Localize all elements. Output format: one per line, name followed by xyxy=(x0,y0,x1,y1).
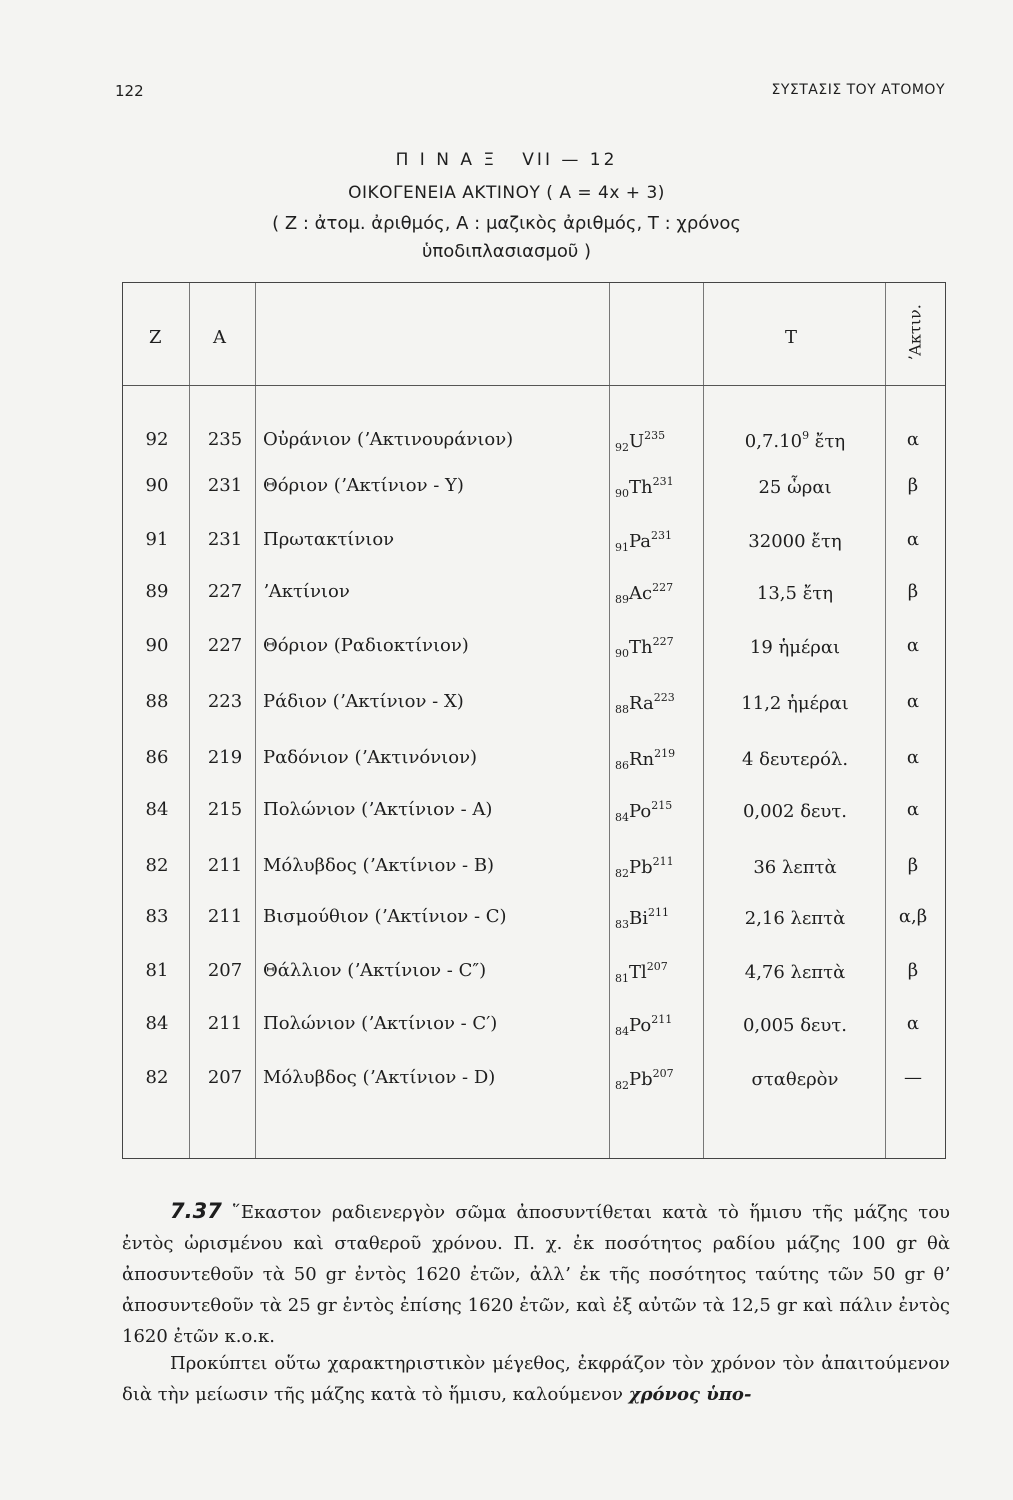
cell-mass-number: 223 xyxy=(207,691,243,712)
half-life-value: 11,2 ἡμέραι xyxy=(741,693,849,714)
cell-atomic-number: 84 xyxy=(145,799,169,820)
cell-element-name: Μόλυβδος (ʼΑκτίνιον - D) xyxy=(263,1067,496,1088)
running-head: ΣΥΣΤΑΣΙΣ ΤΟΥ ΑΤΟΜΟΥ xyxy=(771,82,945,98)
symbol: Rn xyxy=(629,749,655,770)
cell-mass-number: 211 xyxy=(207,1013,243,1034)
cell-half-life xyxy=(705,960,885,983)
cell-element-name: Θόριον (Ραδιοκτίνιον) xyxy=(263,635,469,656)
table-row xyxy=(123,627,947,667)
cell-atomic-number: 81 xyxy=(145,960,169,981)
cell-atomic-number: 82 xyxy=(145,855,169,876)
cell-half-life xyxy=(705,799,885,822)
cell-atomic-number: 84 xyxy=(145,1013,169,1034)
symbol: Pb xyxy=(629,1069,653,1090)
table-row xyxy=(123,683,947,723)
cell-radiation: β xyxy=(907,960,919,981)
cell-mass-number: 231 xyxy=(207,529,243,550)
header-t: T xyxy=(785,327,798,348)
table-row xyxy=(123,791,947,831)
cell-element-name: Οὐράνιον (ʼΑκτινουράνιον) xyxy=(263,429,514,450)
symbol-mass-number: 211 xyxy=(651,1013,673,1026)
half-life-value: σταθερὸν xyxy=(751,1069,839,1090)
cell-half-life xyxy=(705,855,885,878)
table-row xyxy=(123,1059,947,1099)
cell-mass-number: 219 xyxy=(207,747,243,768)
half-life-value: 0,7.10 xyxy=(744,431,803,452)
cell-atomic-number: 88 xyxy=(145,691,169,712)
half-life-value: 19 ἡμέραι xyxy=(749,637,841,658)
cell-radiation: α xyxy=(906,529,920,550)
cell-mass-number: 227 xyxy=(207,635,243,656)
header-radiation: ʼΑκτιν. xyxy=(905,304,925,361)
cell-radiation: α xyxy=(906,691,920,712)
cell-element-name: Πολώνιον (ʼΑκτίνιον - A) xyxy=(263,799,493,820)
cell-element-name: Ράδιον (ʼΑκτίνιον - Χ) xyxy=(263,691,464,712)
cell-radiation: α xyxy=(906,799,920,820)
symbol: Bi xyxy=(629,908,648,929)
table-row xyxy=(123,421,947,461)
paragraph-half-life xyxy=(122,1348,950,1410)
symbol-mass-number: 219 xyxy=(654,747,676,760)
table-legend-cont: ὑποδιπλασιασμοῦ ) xyxy=(421,241,592,262)
symbol-atomic-number: 91 xyxy=(615,541,629,554)
paragraph-text: ῞Εκαστον ραδιενεργὸν σῶμα ἀποσυντίθεται κατὰ τὸ ἥμισυ τῆς μάζης του ἐντὸς ὡρισμένου καὶ σταθεροῦ χρόνου. Π. χ. ἐκ ποσότητος ραδίου μάζης 100 gr θὰ ἀποσυντεθοῦν τὰ 50 gr ἐντὸς 1620 ἐτῶν, ἀλλʼ ἐκ τῆς ποσότητος ταύτης τῶν 50 gr θʼ ἀποσυντεθοῦν τὰ 25 gr ἐντὸς ἐπίσης 1620 ἐτῶν, καὶ ἐξ αὐτῶν τὰ 12,5 gr καὶ πάλιν ἐντὸς 1620 ἐτῶν κ.ο.κ. xyxy=(122,1202,950,1347)
cell-mass-number: 227 xyxy=(207,581,243,602)
cell-radiation: α xyxy=(906,1013,920,1034)
cell-mass-number: 235 xyxy=(207,429,243,450)
actinium-series-table xyxy=(122,282,946,1159)
cell-atomic-number: 91 xyxy=(145,529,169,550)
half-life-value: 0,005 δευτ. xyxy=(742,1015,848,1036)
symbol-atomic-number: 84 xyxy=(615,811,629,824)
symbol-mass-number: 235 xyxy=(644,429,666,442)
cell-half-life xyxy=(705,529,885,552)
symbol: Ac xyxy=(629,583,653,604)
cell-half-life xyxy=(705,906,885,929)
table-row xyxy=(123,521,947,561)
cell-half-life xyxy=(705,581,885,604)
half-life-value: 36 λεπτὰ xyxy=(753,857,837,878)
half-life-value: 4,76 λεπτὰ xyxy=(744,962,846,983)
symbol-atomic-number: 86 xyxy=(615,759,629,772)
cell-radiation: α xyxy=(906,747,920,768)
cell-radiation: α,β xyxy=(898,906,928,927)
symbol: Po xyxy=(629,1015,652,1036)
cell-element-name: Θόριον (ʼΑκτίνιον - Y) xyxy=(263,475,464,496)
cell-element-name: Μόλυβδος (ʼΑκτίνιον - B) xyxy=(263,855,495,876)
cell-element-name: Θάλλιον (ʼΑκτίνιον - C″) xyxy=(263,960,487,981)
symbol-atomic-number: 90 xyxy=(615,647,629,660)
table-legend: ( Z : ἀτομ. ἀριθμός, Α : μαζικὸς ἀριθμός, Τ : χρόνος xyxy=(272,213,741,234)
cell-half-life xyxy=(705,475,885,498)
header-z: Z xyxy=(149,327,162,348)
symbol-mass-number: 231 xyxy=(652,475,674,488)
table-row xyxy=(123,952,947,992)
table-row xyxy=(123,847,947,887)
symbol: Ra xyxy=(629,693,654,714)
symbol-atomic-number: 82 xyxy=(615,867,629,880)
table-number: Π Ι Ν Α Ξ VII — 12 xyxy=(395,150,618,170)
cell-half-life xyxy=(705,635,885,658)
symbol: Tl xyxy=(629,962,647,983)
table-row xyxy=(123,573,947,613)
half-life-value: 4 δευτερόλ. xyxy=(741,749,849,770)
symbol-atomic-number: 89 xyxy=(615,593,629,606)
symbol-mass-number: 215 xyxy=(651,799,673,812)
header-a: A xyxy=(213,327,226,348)
header-divider xyxy=(123,385,945,386)
cell-element-name: Πρωτακτίνιον xyxy=(263,529,395,550)
table-title: ΟΙΚΟΓΕΝΕΙΑ ΑΚΤΙΝΟΥ ( Α = 4x + 3) xyxy=(348,183,665,203)
cell-half-life xyxy=(705,691,885,714)
table-row xyxy=(123,898,947,938)
cell-atomic-number: 89 xyxy=(145,581,169,602)
symbol-mass-number: 211 xyxy=(647,906,669,919)
cell-element-name: Βισμούθιον (ʼΑκτίνιον - C) xyxy=(263,906,507,927)
cell-half-life xyxy=(705,429,885,452)
symbol-atomic-number: 81 xyxy=(615,972,629,985)
cell-half-life xyxy=(705,1067,885,1090)
half-life-exponent: 9 xyxy=(802,429,810,442)
cell-radiation: β xyxy=(907,475,919,496)
cell-half-life xyxy=(705,747,885,770)
cell-mass-number: 207 xyxy=(207,1067,243,1088)
table-row xyxy=(123,739,947,779)
symbol-mass-number: 211 xyxy=(652,855,674,868)
page-number: 122 xyxy=(115,82,144,100)
paragraph-text: Προκύπτει οὕτω χαρακτηριστικὸν μέγεθος, ἐκφράζον τὸν χρόνον τὸν ἀπαιτούμενον διὰ τὴν μείωσιν τῆς μάζης κατὰ τὸ ἥμισυ, καλούμενον xyxy=(122,1353,950,1405)
cell-radiation: β xyxy=(907,855,919,876)
symbol-atomic-number: 90 xyxy=(615,487,629,500)
half-life-value: 25 ὧραι xyxy=(758,477,832,498)
cell-mass-number: 211 xyxy=(207,855,243,876)
symbol-mass-number: 223 xyxy=(653,691,675,704)
symbol: Th xyxy=(629,637,653,658)
symbol-mass-number: 207 xyxy=(646,960,668,973)
cell-atomic-number: 92 xyxy=(145,429,169,450)
symbol-mass-number: 227 xyxy=(652,635,674,648)
symbol-atomic-number: 82 xyxy=(615,1079,629,1092)
cell-radiation: β xyxy=(907,581,919,602)
cell-element-name: Ραδόνιον (ʼΑκτινόνιον) xyxy=(263,747,478,768)
symbol-atomic-number: 92 xyxy=(615,441,629,454)
cell-half-life xyxy=(705,1013,885,1036)
cell-mass-number: 231 xyxy=(207,475,243,496)
term-half-life: χρόνος ὑπο- xyxy=(628,1384,752,1405)
cell-atomic-number: 82 xyxy=(145,1067,169,1088)
cell-mass-number: 211 xyxy=(207,906,243,927)
cell-atomic-number: 83 xyxy=(145,906,169,927)
symbol: Th xyxy=(629,477,653,498)
cell-mass-number: 215 xyxy=(207,799,243,820)
symbol-atomic-number: 83 xyxy=(615,918,629,931)
symbol-atomic-number: 84 xyxy=(615,1025,629,1038)
half-life-unit: ἔτη xyxy=(809,431,846,452)
half-life-value: 0,002 δευτ. xyxy=(742,801,848,822)
table-row xyxy=(123,1005,947,1045)
cell-atomic-number: 86 xyxy=(145,747,169,768)
table-row xyxy=(123,467,947,507)
symbol-mass-number: 231 xyxy=(651,529,673,542)
paragraph-7-37 xyxy=(122,1196,950,1352)
cell-radiation: α xyxy=(906,635,920,656)
cell-element-name: Πολώνιον (ʼΑκτίνιον - C′) xyxy=(263,1013,498,1034)
half-life-value: 32000 ἔτη xyxy=(748,531,842,552)
symbol-atomic-number: 88 xyxy=(615,703,629,716)
cell-element-name: ʼΑκτίνιον xyxy=(263,581,350,602)
symbol: U xyxy=(629,431,645,452)
half-life-value: 13,5 ἔτη xyxy=(756,583,834,604)
symbol-mass-number: 207 xyxy=(652,1067,674,1080)
cell-radiation: α xyxy=(906,429,920,450)
half-life-value: 2,16 λεπτὰ xyxy=(744,908,846,929)
section-number: 7.37 xyxy=(170,1199,222,1223)
symbol: Pb xyxy=(629,857,653,878)
symbol: Pa xyxy=(629,531,652,552)
cell-atomic-number: 90 xyxy=(145,475,169,496)
cell-mass-number: 207 xyxy=(207,960,243,981)
cell-atomic-number: 90 xyxy=(145,635,169,656)
cell-radiation: — xyxy=(904,1067,922,1088)
symbol: Po xyxy=(629,801,652,822)
symbol-mass-number: 227 xyxy=(652,581,674,594)
